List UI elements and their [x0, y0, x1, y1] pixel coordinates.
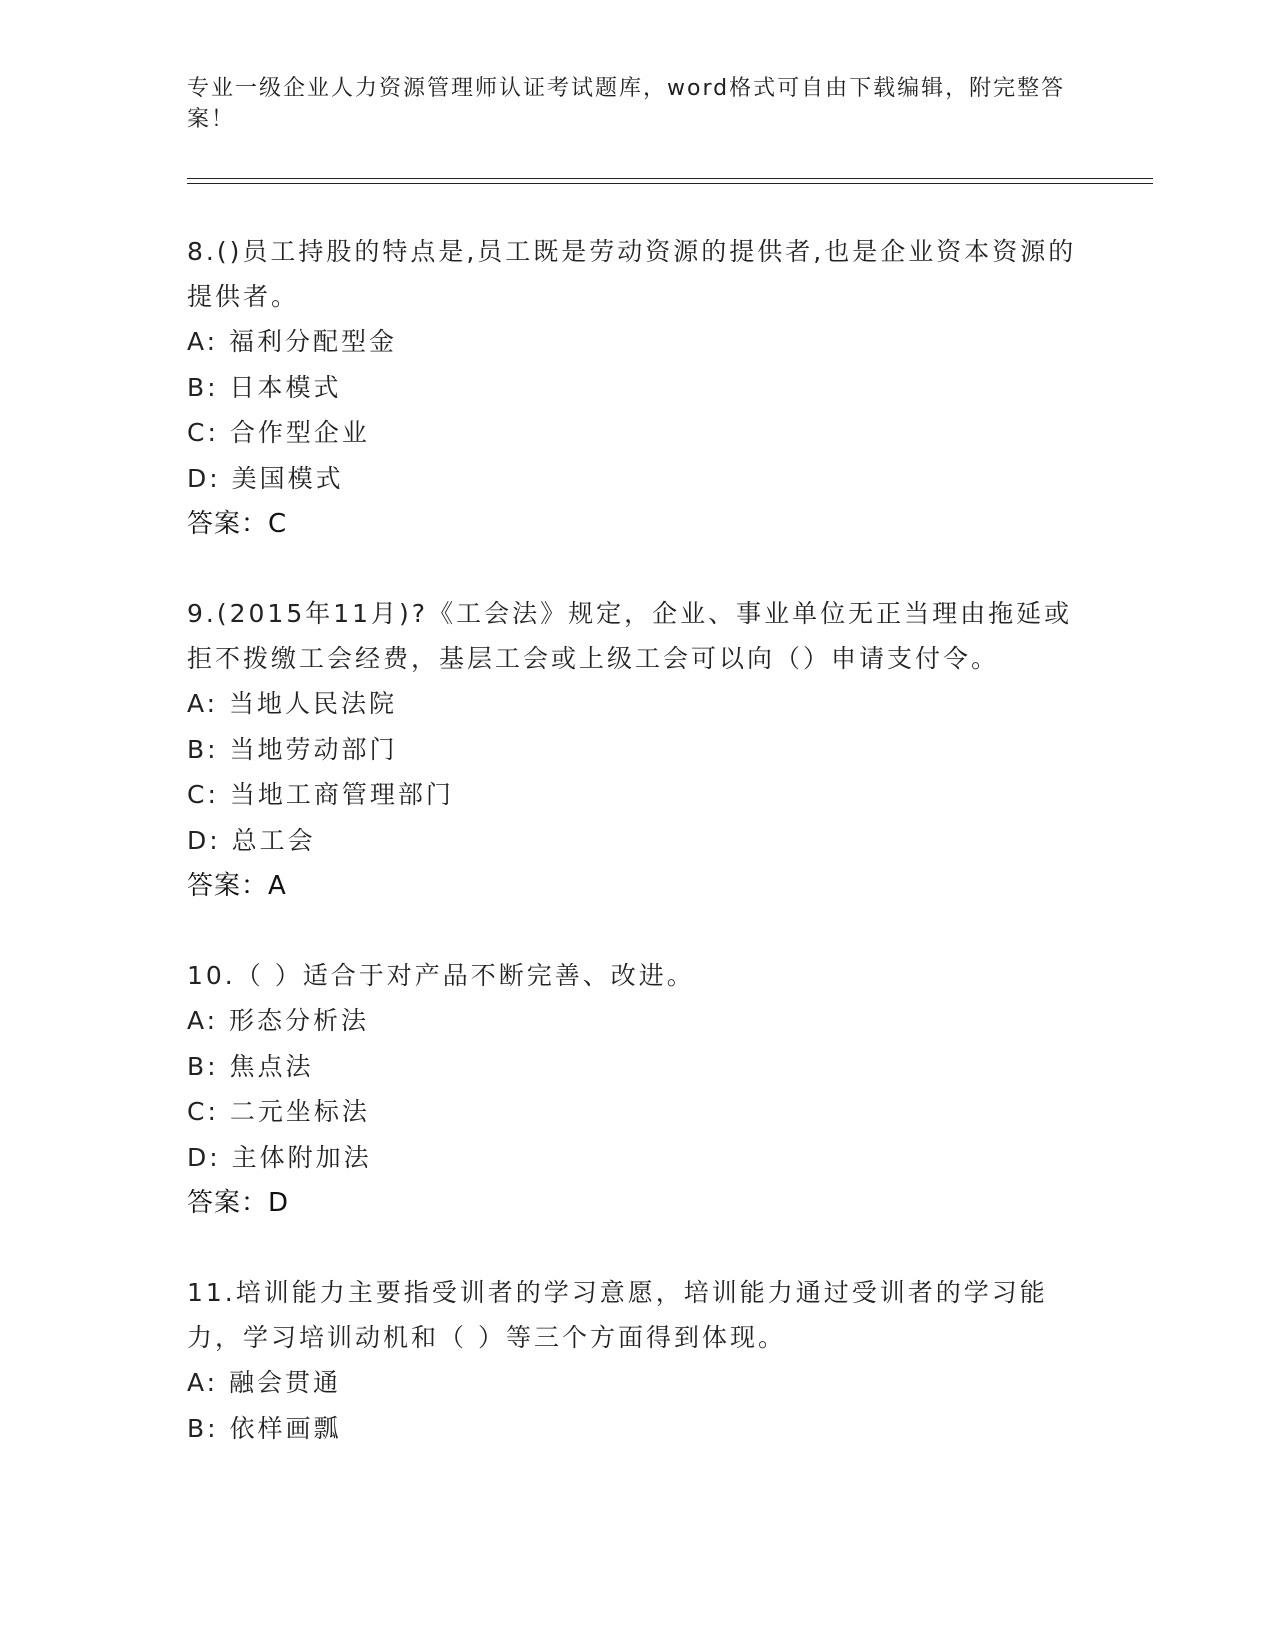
- option-b: B: 当地劳动部门: [187, 734, 398, 764]
- question-11: [187, 1270, 1077, 1451]
- question-stem: 8.()员工持股的特点是,员工既是劳动资源的提供者,也是企业资本资源的提供者。: [187, 237, 1077, 311]
- option-b: B: 依样画瓢: [187, 1413, 342, 1443]
- header-divider-top: [187, 178, 1153, 179]
- option-a: A: 融会贯通: [187, 1368, 342, 1397]
- question-10: [187, 953, 1077, 1226]
- option-a: A: 当地人民法院: [187, 689, 398, 718]
- question-stem: 9.(2015年11月)?《工会法》规定，企业、事业单位无正当理由拖延或拒不拨缴工会经费，基层工会或上级工会可以向（）申请支付令。: [187, 599, 1073, 673]
- option-d: D: 总工会: [187, 825, 316, 855]
- option-b: B: 日本模式: [187, 372, 342, 402]
- answer-label: 答案：D: [187, 1188, 290, 1218]
- header-divider-bottom: [187, 183, 1153, 184]
- question-stem: 11.培训能力主要指受训者的学习意愿，培训能力通过受训者的学习能力，学习培训动机和（ ）等三个方面得到体现。: [187, 1278, 1048, 1352]
- option-c: C: 二元坐标法: [187, 1097, 370, 1126]
- question-8: [187, 229, 1077, 547]
- option-c: C: 合作型企业: [187, 418, 370, 447]
- answer-label: 答案：C: [187, 509, 288, 539]
- option-c: C: 当地工商管理部门: [187, 780, 454, 809]
- option-a: A: 形态分析法: [187, 1006, 370, 1035]
- option-a: A: 福利分配型金: [187, 327, 398, 356]
- document-header-intro: 专业一级企业人力资源管理师认证考试题库，word格式可自由下载编辑，附完整答案！: [187, 76, 1066, 132]
- answer-label: 答案：A: [187, 871, 287, 901]
- option-b: B: 焦点法: [187, 1051, 314, 1081]
- question-stem: 10.（ ）适合于对产品不断完善、改进。: [187, 961, 695, 990]
- option-d: D: 美国模式: [187, 463, 344, 493]
- option-d: D: 主体附加法: [187, 1142, 372, 1172]
- question-9: [187, 591, 1077, 909]
